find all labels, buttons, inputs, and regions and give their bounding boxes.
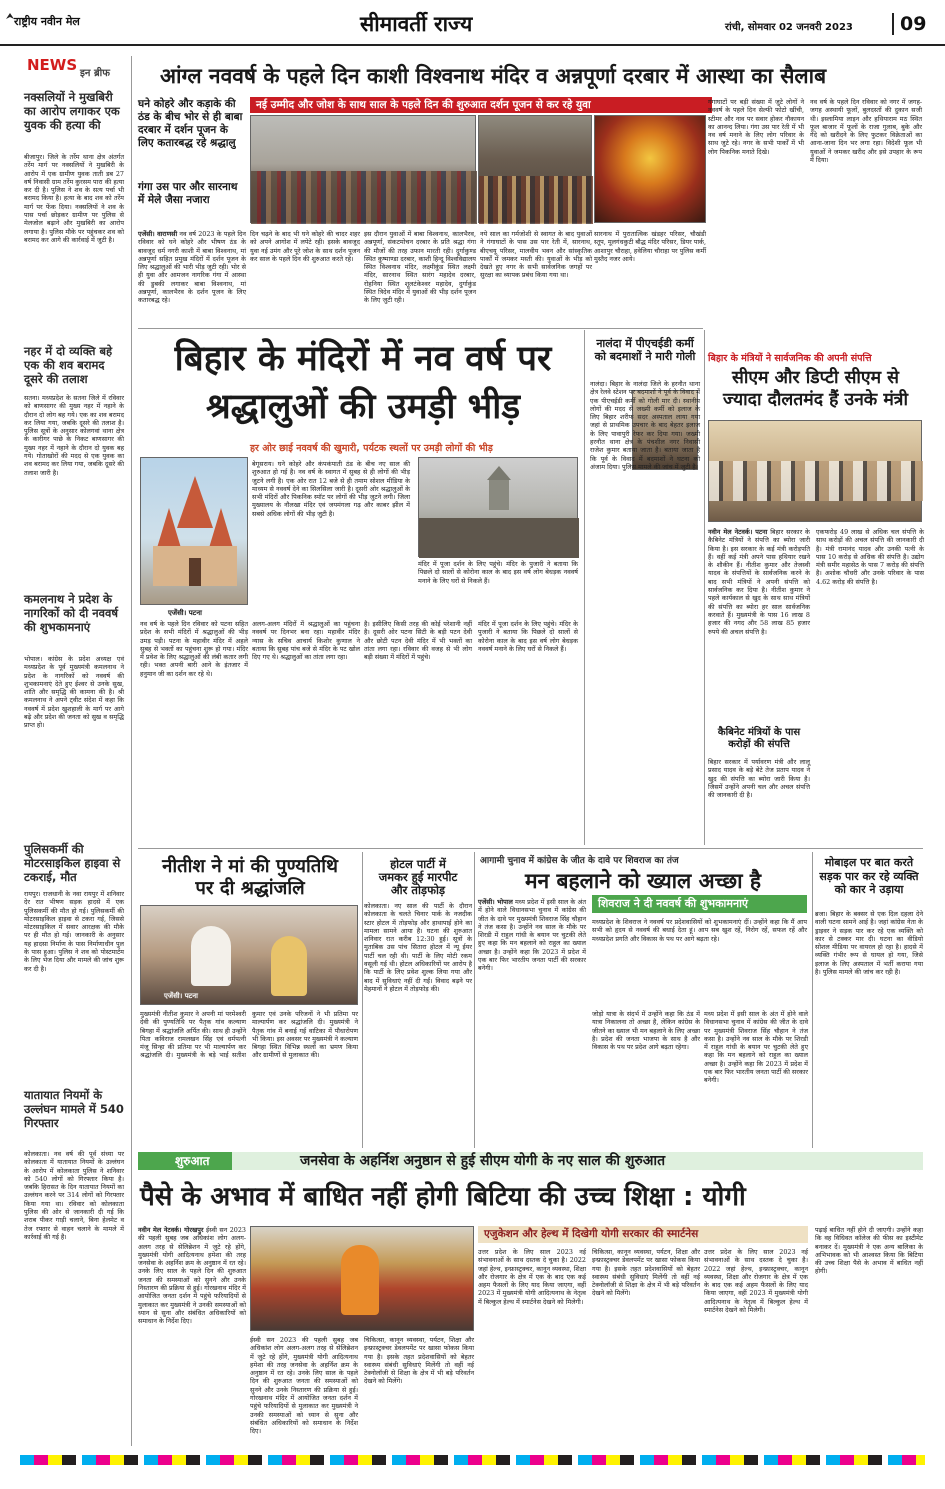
cabinet-meeting-photo (708, 420, 922, 522)
yogi-body-5: चिकित्सा, कानून व्यवस्था, पर्यटन, शिक्षा और इन्फ्रास्ट्रक्चर डेवलपमेंट पर खासा फोकस किया गया है। इसके तहत प्रदेशवासियों को बेहतर स्वास्थ्य संबंधी सुविधाएं मिलेंगी तो वहीं नई टेक्नोलॉजी से शिक्षा के क्षेत्र में भी बड़े परिवर्तन देखने को मिलेंगे। (592, 1248, 700, 1298)
ministers-sub-body: बिहार सरकार में पर्यावरण मंत्री और लालू प्रसाद यादव के बड़े बेटे तेज प्रताप यादव ने खुद की संपत्ति का ब्योरा जारी किया है। जिसमें उन्होंने अपनी चल और अचल संपत्ति की जानकारी दी है। (708, 758, 810, 800)
shivraj-strip: शिवराज ने दी नववर्ष की शुभकामनाएं (592, 895, 807, 913)
lead-side-head-2: गंगा उस पार और सारनाथ में मेले जैसा नजारा (138, 181, 238, 206)
shivraj-kicker: आगामी चुनाव में कांग्रेस के जीत के दावे पर शिवराज का तंज (480, 856, 679, 866)
mobile-headline: मोबाइल पर बात करते सड़क पार कर रहे व्यक्ति को कार ने उड़ाया (819, 856, 919, 896)
shivraj-headline: मन बहलाने को ख्याल अच्छा है (524, 869, 762, 893)
brief-headline-2: नहर में दो व्यक्ति बहे एक की शव बरामद दूसरे की तलाश (24, 344, 113, 386)
lead-body-2: इस दौरान युवाओं में बाबा विश्वनाथ, कालभैरव, अन्नपूर्णा, संकटमोचन दरबार के प्रति श्रद्धा गंगा की मौजों की तरह उफान मारती रही। दुर्गाकुण्ड स्थित कुष्माण्डा दरबार, काशी हिन्दू विश्वविद्यालय स्थित विश्वनाथ मंदिर, लक्ष्मीकुंड स्थित लक्ष्मी मंदिर, सारनाथ स्थित सारंग महादेव दरबार, रोहनिया स्थित शूलटंकेश्वर महादेव, दुर्गाकुंड स्थित त्रिदेव मंदिर में युवाओं की भीड़ दर्शन पूजन के लिए जुटी रही। (364, 230, 476, 305)
lead-side-head-1: घने कोहरे और कड़ाके की ठंड के बीच भोर से ही बाबा दरबार में दर्शन पूजन के लिए कतारबद्ध रहे श्रद्धालु (138, 98, 243, 149)
yogi-body-6: उत्तर प्रदेश के लिए साल 2023 नई संभावनाओं के साथ दस्तक दे चुका है। 2022 जहां हेल्थ, इन्फ्रास्ट्रक्चर, कानून व्यवस्था, शिक्षा और रोजगार के क्षेत्र में एक के बाद एक कई अहम फैसलों के लिए याद किया जाएगा, वहीं 2023 में मुख्यमंत्री योगी आदित्यनाथ के नेतृत्व में बिल्कुल हेल्थ में स्मार्टनेस देखने को मिलेगी। (704, 1248, 808, 1315)
yogi-body-7: पढ़ाई बाधित नहीं होने दी जाएगी। उन्होंने कहा कि वह विधिवत कॉलेज की फीस का इस्टीमेट बनाकर दें। मुख्यमंत्री ने एक अन्य बालिका के अभिभावक को भी आश्वस्त किया कि बिटिया की उच्च शिक्षा पैसे के अभाव में बाधित नहीं होगी। (815, 1226, 923, 1276)
bihar-temples-body-1: नव वर्ष के पहले दिन रविवार को पटना सहित प्रदेश के सभी मंदिरों में श्रद्धालुओं की भीड़ उमड़ पड़ी। पटना के महावीर मंदिर में अहले सुबह से भक्तों का पहुंचना शुरू हो गया। मंदिर में प्रवेश के लिए श्रद्धालुओं की लंबी कतार लगी रही। भक्त अपनी बारी आने के इंतजार में हनुमान जी का दर्शन कर रहे थे। (140, 620, 248, 678)
news-brief-label: NEWS (27, 56, 78, 74)
news-brief-sublabel: इन ब्रीफ (80, 68, 110, 79)
brief-body-4: रायपुर। राजधानी के नवा रायपुर में शनिवार देर रात भीषण सड़क हादसे में एक पुलिसकर्मी की मौत हो गई। पुलिसकर्मी की मोटरसाइकिल हाइवा से टकरा गई, जिससे मोटरसाइकिल में सवार आरक्षक की मौके पर ही मौत हो गई। जानकारी के अनुसार यह हादसा निर्माण के पास निर्माणाधीन पुल के पास हुआ। पुलिस ने शव को पोस्टमार्टम के लिए भेज दिया और मामले की जांच शुरू कर दी है। (24, 890, 124, 973)
monument-crowd-photo (418, 457, 578, 557)
kashi-crowd-photo (250, 115, 476, 223)
bihar-temples-headline-1: बिहार के मंदिरों में नव वर्ष पर (174, 339, 552, 379)
yogi-strap: एजुकेशन और हेल्थ में दिखेगी योगी सरकार की स्मार्टनेस (478, 1226, 808, 1243)
bihar-temples-headline-2: श्रद्धालुओं की उमड़ी भीड़ (205, 387, 521, 427)
bihar-temples-photo-text: मंदिर में पूजा दर्शन के लिए पहुंचे। मंदिर के पुजारी ने बताया कि पिछले दो सालों से कोरोना काल के बाद इस वर्ष लोग बेधड़क नववर्ष मनाने के लिए घरों से निकले हैं। (418, 560, 578, 585)
ministers-headline-2: ज्यादा दौलतमंद हैं उनके मंत्री (722, 390, 908, 410)
yogi-body: नवीन मेल नेटवर्क। गोरखपुर ईस्वी सन 2023 की पहली सुबह जब अधिकांश लोग अलग-अलग तरह से सेलिब्रेशन में जुटे रहे होंगे, मुख्यमंत्री योगी आदित्यनाथ हमेशा की तरह जनसेवा के अहर्निश क्रम के अनुष्ठान में रत रहे। उनके लिए साल के पहले दिन की शुरुआत जनता की समस्याओं को सुनने और उनके निस्तारण की प्रक्रिया से हुई। गोरखनाथ मंदिर में आयोजित जनता दर्शन में पहुंचे फरियादियों से मुलाकात कर मुख्यमंत्री ने उनकी समस्याओं को ध्यान से सुना और संबंधित अधिकारियों को समाधान के निर्देश दिए। (138, 1226, 246, 1326)
yogi-kicker: जनसेवा के अहर्निश अनुष्ठान से हुई सीएम योगी के नए साल की शुरुआत (300, 1153, 666, 1169)
lead-body-4: सारनाथ में पुरातात्विक खंडहर परिसर, चौखंडी स्तूप, मूलगंधकुटी बौद्ध मंदिर परिसर, डियर पार्क, आशापुर चौराहा, हवेलिया चौराहा पर पुलिस कर्मी मुस्तैद नजर आये। (594, 230, 706, 263)
temple-photo (140, 457, 248, 605)
shivraj-body: एजेंसी। भोपाल मध्य प्रदेश में इसी साल के अंत में होने वाले विधानसभा चुनाव में कांग्रेस की जीत के दावे पर मुख्यमंत्री शिवराज सिंह चौहान ने तंज कसा है। उन्होंने नव साल के मौके पर शिरडी में राहुल गांधी के बयान पर चुटकी लेते हुए कहा कि मन बहलाने को राहुल का ख्याल अच्छा है। उन्होंने कहा कि 2023 में प्रदेश में एक बार फिर भारतीय जनता पार्टी की सरकार बनेगी। (478, 898, 586, 973)
ministers-subhead: कैबिनेट मंत्रियों के पास करोड़ों की संपत्ति (717, 727, 801, 750)
bihar-temples-body-3: है। इसीलिए किसी तरह की कोई परेशानी नहीं है। दूसरी ओर पटना सिटी के बड़ी पटन देवी और छोटी पटन देवी मंदिर में भी भक्तों का तांता लगा रहा। रविवार की वजह से भी लोग बड़ी संख्या में मंदिरों में पहुंचे। (364, 620, 472, 662)
nitish-body: मुख्यमंत्री नीतीश कुमार ने अपनी मां परमेश्वरी देवी की पुण्यतिथि पर पैतृक गांव कल्याण बिगहा में श्रद्धांजलि अर्पित की। साथ ही उन्होंने पिता कविराज रामलखन सिंह एवं धर्मपत्नी मंजू सिन्हा की प्रतिमा पर भी माल्यार्पण कर श्रद्धांजलि दी। मुख्यमंत्री के बड़े भाई सतीश कुमार एवं उनके परिजनों ने भी प्रतिमा पर माल्यार्पण कर श्रद्धांजलि दी। मुख्यमंत्री ने पैतृक गांव में बनाई गई वाटिका में पौधारोपण भी किया। इस अवसर पर मुख्यमंत्री ने कल्याण बिगहा स्थित विभिन्न स्थलों का भ्रमण किया और ग्रामीणों से मुलाकात की। (140, 1010, 358, 1060)
bihar-temples-intro: बेगूसराय। घने कोहरे और कंपकंपाती ठंड के बीच नए साल की शुरुआत हो गई है। नव वर्ष के स्वागत में सुबह से ही लोगों की भीड़ जुटने लगी है। एक ओर रात 12 बजे से ही तमाम सोशल मीडिया के माध्यम से नववर्ष देने का सिलसिला जारी है। दूसरी ओर श्रद्धालुओं के सभी मंदिरों और पिकनिक स्पॉट पर लोगों की भीड़ जुटने लगी। जिला मुख्यालय के नौलखा मंदिर एवं जयमंगला गढ़ और काबर झील में सबसे अधिक लोगों की भीड़ जुटी है। (252, 460, 410, 518)
hotel-headline-3: और तोड़फोड़ (390, 883, 446, 897)
bird-logo-icon (6, 13, 14, 23)
shivraj-body-3: मध्य प्रदेश में इसी साल के अंत में होने वाले विधानसभा चुनाव में कांग्रेस की जीत के दावे पर मुख्यमंत्री शिवराज सिंह चौहान ने तंज कसा है। उन्होंने नव साल के मौके पर शिरडी में राहुल गांधी के बयान पर चुटकी लेते हुए कहा कि मन बहलाने को राहुल का ख्याल अच्छा है। उन्होंने कहा कि 2023 में प्रदेश में एक बार फिर भारतीय जनता पार्टी की सरकार बनेगी। (704, 1010, 808, 1085)
hotel-headline-2: जमकर हुई मारपीट (378, 870, 458, 884)
hotel-body: कोलकाता। नए साल की पार्टी के दौरान कोलकाता के चलते चिनार पार्क के नजदीक स्टार होटल में तोड़फोड़ और हाथापाई होने का मामला सामने आया है। घटना की शुरुआत शनिवार रात करीब 12:30 हुई। सूत्रों के मुताबिक उस पांच सितारा होटल में न्यू ईयर पार्टी चल रही थी। पार्टी के लिए मोटी रकम वसूली गई थी। होटल अधिकारियों पर आरोप है कि पार्टी के लिए प्रवेश शुल्क लिया गया और बाद में सुविधाएं नहीं दी गईं। विवाद बढ़ने पर मेहमानों ने होटल में तोड़फोड़ की। (364, 902, 472, 993)
brief-body-2: सतना। मध्यप्रदेश के सतना जिले में रविवार को बाणसागर की मुख्य नहर में नहाने के दौरान दो लोग बह गये। एक का शव बरामद कर लिया गया, जबकि दूसरे की तलाश है। पुलिस सूत्रों के अनुसार कोलगवां थाना क्षेत्र के कारीगर पाछे के निकट बाणसागर की मुख्य नहर में नहाने के दौरान दो युवक बह गये। गोताखोरों की मदद से एक युवक का शव बरामद कर लिया गया, जबकि दूसरे की तलाश जारी है। (24, 394, 124, 477)
lead-agency: एजेंसी। वाराणसी नव वर्ष 2023 के पहले दिन रविवार को घने कोहरे और भीषण ठंड के बावजूद धर्म नगरी काशी में बाबा विश्वनाथ, मां अन्नपूर्णा सहित प्रमुख मंदिरों में दर्शन पूजन के लिए श्रद्धालुओं की भारी भीड़ जुटी रही। भोर से ही युवा और आमजन नागरिक गंगा में आस्था की डुबकी लगाकर बाबा विश्वनाथ, मां अन्नपूर्णा, कालभैरव के दर्शन पूजन के लिए कतारबद्ध रहे। (138, 230, 246, 305)
bihar-temples-strap: हर ओर छाई नववर्ष की खुमारी, पर्यटक स्थलों पर उमड़ी लोगों की भीड़ (250, 443, 493, 454)
nalanda-headline: नालंदा में पीएचईडी कर्मी को बदमाशों ने मारी गोली (594, 337, 696, 363)
nitish-tribute-photo (140, 905, 358, 1005)
yogi-headline: पैसे के अभाव में बाधित नहीं होगी बिटिया की उच्च शिक्षा : योगी (140, 1182, 746, 1212)
brand-name: राष्ट्रीय नवीन मेल (14, 15, 80, 28)
brief-headline-3: कमलनाथ ने प्रदेश के नागरिकों को दी नववर्ष की शुभकामनाएं (24, 592, 119, 634)
yogi-body-4: उत्तर प्रदेश के लिए साल 2023 नई संभावनाओं के साथ दस्तक दे चुका है। 2022 जहां हेल्थ, इन्फ्रास्ट्रक्चर, कानून व्यवस्था, शिक्षा और रोजगार के क्षेत्र में एक के बाद एक कई अहम फैसलों के लिए याद किया जाएगा, वहीं 2023 में मुख्यमंत्री योगी आदित्यनाथ के नेतृत्व में बिल्कुल हेल्थ में स्मार्टनेस देखने को मिलेगी। (478, 1248, 586, 1306)
shivraj-strip-body: मध्यप्रदेश के शिवराज ने नववर्ष पर प्रदेशवासियों को शुभकामनाएं दीं। उन्होंने कहा कि मैं आप सभी को हृदय से नववर्ष की बधाई देता हूं। आप सब खुश रहें, निरोग रहें, सफल रहें और मध्यप्रदेश प्रगति और विकास के पथ पर आगे बढ़ता रहे। (592, 918, 807, 943)
annapurna-idol-photo (594, 115, 706, 223)
dateline: रांची, सोमवार 02 जनवरी 2023 (725, 22, 853, 33)
lead-body-3: नये साल का गर्मजोशी से स्वागत के बाद युवाओं ने गंगाघाटों के पास उस पार रेती में, सारनाथ, बीएचयू परिसर, मालवीय भवन और सांस्कृतिक पार्कों में जमकर मस्ती की। युवाओं के भीड़ को देखते हुए नगर के सभी सार्वजनिक जगहों पर सुरक्षा का व्यापक प्रबंध किया गया था। (480, 230, 592, 280)
shivraj-body-2: जोड़ो यात्रा के संदर्भ में उन्होंने कहा कि ठंड में यात्रा निकालना तो अच्छा है, लेकिन कांग्रेस के जीतने का ख्याल भी मन बहलाने के लिए अच्छा है। प्रदेश की जनता भाजपा के साथ है और विकास के पथ पर प्रदेश आगे बढ़ता रहेगा। (592, 1010, 700, 1052)
temple-spire-icon (141, 458, 249, 606)
nalanda-body: नालंदा। बिहार के नालंदा जिले के हरनौत थाना क्षेत्र रेलवे स्टेशन पर बदमाशों ने पूर्व के विवाद में एक पीएचईडी कर्मी को गोली मार दी। स्थानीय लोगों की मदद से जख्मी कर्मी को इलाज के लिए बिहार शरीफ सदर अस्पताल लाया गया जहां से प्राथमिक उपचार के बाद बेहतर इलाज के लिए पावापुरी रेफर कर दिया गया। जख्मी हरनौत थाना क्षेत्र के पंचशील नगर निवासी राजेश कुमार बताया जाता है। बताया जाता है कि पूर्व के विवाद में बदमाशों ने घटना को अंजाम दिया। पुलिस मामले की जांच में जुटी है। (590, 380, 700, 471)
mobile-body: ब्रजा। बिहार के बक्सर से एक दिल दहला देने वाली घटना सामने आई है। जहां कांग्रेस नेता के ड्राइवर ने सड़क पार कर रहे एक व्यक्ति को कार से टक्कर मार दी। घटना का वीडियो सोशल मीडिया पर वायरल हो रहा है। हादसे में व्यक्ति गंभीर रूप से घायल हो गया, जिसे इलाज के लिए अस्पताल में भर्ती कराया गया है। पुलिस मामले की जांच कर रही है। (815, 910, 923, 977)
ministers-body-2: एकफरोड़ 49 लाख से अधिक चल संपत्ति के साथ करोड़ों की अचल संपत्ति की जानकारी दी है। मंत्री रामानंद यादव और उनकी पत्नी के पास 10 करोड़ से अधिक की संपत्ति है। उद्योग मंत्री समीर महासेठ के पास 7 करोड़ की संपत्ति है। अशोक चौधरी और उनके परिवार के पास 4.62 करोड़ की संपत्ति है। (816, 528, 924, 586)
bihar-temples-body-4: मंदिर में पूजा दर्शन के लिए पहुंचे। मंदिर के पुजारी ने बताया कि पिछले दो सालों से कोरोना काल के बाद इस वर्ष लोग बेधड़क नववर्ष मनाने के लिए घरों से निकले हैं। (478, 620, 578, 653)
bihar-temples-body-2: अलग-अलग मंदिरों में श्रद्धालुओं का पहुंचना नववर्ष पर दिनभर बना रहा। महावीर मंदिर न्यास के सचिव आचार्य किशोर कुणाल ने बताया कि सुबह पांच बजे से मंदिर के पट खोल दिए गए थे। श्रद्धालुओं का तांता लगा रहा। (252, 620, 360, 662)
temple-photo-caption: एजेंसी। पटना (168, 609, 202, 617)
lead-headline: आंग्ल नववर्ष के पहले दिन काशी विश्वनाथ मंदिर व अन्नपूर्णा दरबार में आस्था का सैलाब (160, 64, 827, 88)
lead-strap: नई उम्मीद और जोश के साथ साल के पहले दिन की शुरुआत दर्शन पूजन से कर रहे युवा (250, 97, 712, 113)
nitish-headline-1: नीतीश ने मां की पुण्यतिथि (162, 856, 338, 877)
nitish-photo-caption: एजेंसी। पटना (164, 992, 198, 1000)
lead-body-6: नव वर्ष के पहले दिन रविवार को नगर में जगह-जगह अस्थायी फूलों, बुलदस्तों की दुकान सजी थी। इस्लामिया लाइन और हथियाराम मठ स्थित फूल बाजार में फूलों के राजा गुलाब, बुके और गेंदे को खरीदने के लिए फुटकर विक्रेताओं का आना-जाना दिन भर लगा रहा। विदेशी फूल भी युवाओं ने जमकर खरीद और इसे उपहार के रूप में दिया। (810, 98, 922, 165)
yogi-body-2: ईस्वी सन 2023 की पहली सुबह जब अधिकांश लोग अलग-अलग तरह से सेलिब्रेशन में जुटे रहे होंगे, मुख्यमंत्री योगी आदित्यनाथ हमेशा की तरह जनसेवा के अहर्निश क्रम के अनुष्ठान में रत रहे। उनके लिए साल के पहले दिन की शुरुआत जनता की समस्याओं को सुनने और उनके निस्तारण की प्रक्रिया से हुई। गोरखनाथ मंदिर में आयोजित जनता दर्शन में पहुंचे फरियादियों से मुलाकात कर मुख्यमंत्री ने उनकी समस्याओं को ध्यान से सुना और संबंधित अधिकारियों को समाधान के निर्देश दिए। (250, 1336, 358, 1436)
ministers-kicker: बिहार के मंत्रियों ने सार्वजनिक की अपनी संपत्ति (708, 353, 872, 364)
brief-body-5: कोलकाता। नव वर्ष की पूर्व संध्या पर कोलकाता में यातायात नियमों के उल्लंघन के आरोप में कोलकाता पुलिस ने शनिवार को 540 लोगों को गिरफ्तार किया है। जबकि हिरासत के दिन यातायात नियमों का उल्लंघन करने पर 314 लोगों को गिरफ्तार किया गया था। रविवार को कोलकाता पुलिस की ओर से जानकारी दी गई कि शराब पीकर गाड़ी चलाने, बिना हेलमेट व तेज रफ्तार से वाहन चलाने के मामले में कार्रवाई की गई है। (24, 1150, 124, 1241)
section-title: सीमावर्ती राज्य (360, 11, 473, 36)
ministers-body: नवीन मेल नेटवर्क। पटना बिहार सरकार के कैबिनेट मंत्रियों ने संपत्ति का ब्योरा जारी किया है। इस सरकार के कई मंत्री करोड़पति हैं। वहीं कई मंत्री अपने पास हथियार रखने के शौकीन हैं। नीतीश कुमार और तेजस्वी यादव के संपत्तियों के सार्वजनिक करने के बाद सभी मंत्रियों ने अपनी संपत्ति को सार्वजनिक कर दिया है। नीतीश कुमार ने पहले कार्यकाल से खुद के साथ साथ मंत्रियों की संपत्ति का ब्योरा हर साल सार्वजनिक करवाते हैं। मुख्यमंत्री के पास 16 लाख 8 हजार की नगद और 58 लाख 85 हजार रुपये की अचल संपत्ति है। (708, 528, 810, 636)
yogi-janta-darshan-photo (250, 1226, 474, 1331)
brief-body-3: भोपाल। कांग्रेस के प्रदेश अध्यक्ष एवं मध्यप्रदेश के पूर्व मुख्यमंत्री कमलनाथ ने प्रदेश के नागरिकों को नववर्ष की शुभकामनाएं देते हुए ईश्वर से उनके सुख, शांति और समृद्धि की कामना की है। श्री कमलनाथ ने अपने ट्वीट संदेश में कहा कि नववर्ष में प्रदेश खुशहाली के मार्ग पर आगे बढ़े और प्रदेश की जनता को सुख व समृद्धि प्राप्त हो। (24, 655, 124, 730)
monument-icon (419, 458, 579, 558)
brief-body-1: बीजापुर। जिले के तर्रेम थाना क्षेत्र अंतर्गत तर्रेम मार्ग पर नक्सलियों ने मुखबिरी के आरोप में एक ग्रामीण युवक ताती डब 27 वर्ष निवासी ग्राम तर्रेम कुरसम पारा की हत्या कर दी है। पुलिस ने शव के सत्य पर्चा भी बरामद किया है। हत्या के बाद शव को तर्रेम मार्ग पर फेंक दिया। नक्सलियों ने शव के पास पर्चा छोड़कर ग्रामीण पर पुलिस से मेलजोल बढ़ाने और मुखबिरी का आरोप लगाया है। पुलिस मौके पर पहुंचकर शव को बरामद कर आगे की कार्रवाई में जुटी है। (24, 153, 124, 244)
color-registration-bar (20, 1455, 925, 1465)
yogi-body-3: चिकित्सा, कानून व्यवस्था, पर्यटन, शिक्षा और इन्फ्रास्ट्रक्चर डेवलपमेंट पर खासा फोकस किया गया है। इसके तहत प्रदेशवासियों को बेहतर स्वास्थ्य संबंधी सुविधाएं मिलेंगी तो वहीं नई टेक्नोलॉजी से शिक्षा के क्षेत्र में भी बड़े परिवर्तन देखने को मिलेंगे। (364, 1336, 474, 1386)
temple-corridor-photo (478, 115, 592, 223)
ministers-headline-1: सीएम और डिप्टी सीएम से (732, 368, 899, 388)
brief-headline-4: पुलिसकर्मी की मोटरसाइकिल हाइवा से टकराई, मौत (24, 842, 121, 884)
lead-body-5: गंगाघाटों पर बड़ी संख्या में जुटे लोगों ने नववर्ष के पहले दिन सेल्फी फोटो खींची, स्टीमर और नाव पर सवार होकर नौकायन का आनन्द लिया। गंगा उस पार रेती में भी नव वर्ष मनाने के लिए लोग परिवार के साथ जुटे रहे। नगर के सभी पार्कों में भी लोग पिकनिक मनाते दिखे। (708, 98, 804, 156)
lead-body-1: दिन चढ़ने के बाद भी घने कोहरे की चादर शहर को अपने आगोश में लपेटे रही। इसके बावजूद युवा नई उमंग और पूरे जोश के साथ दर्शन पूजन कर साल के पहले दिन की शुरुआत करते रहे। (250, 230, 360, 263)
yogi-label: शुरुआत (175, 1154, 210, 1168)
page-number: 09 (892, 13, 926, 35)
hotel-headline-1: होटल पार्टी में (390, 857, 446, 871)
brief-headline-1: नक्सलियों ने मुखबिरी का आरोप लगाकर एक युवक की हत्या की (24, 90, 120, 132)
brief-headline-5: यातायात नियमों के उल्लंघन मामले में 540 गिरफ्तार (24, 1088, 124, 1130)
nitish-headline-2: पर दी श्रद्धांजलि (195, 878, 305, 899)
